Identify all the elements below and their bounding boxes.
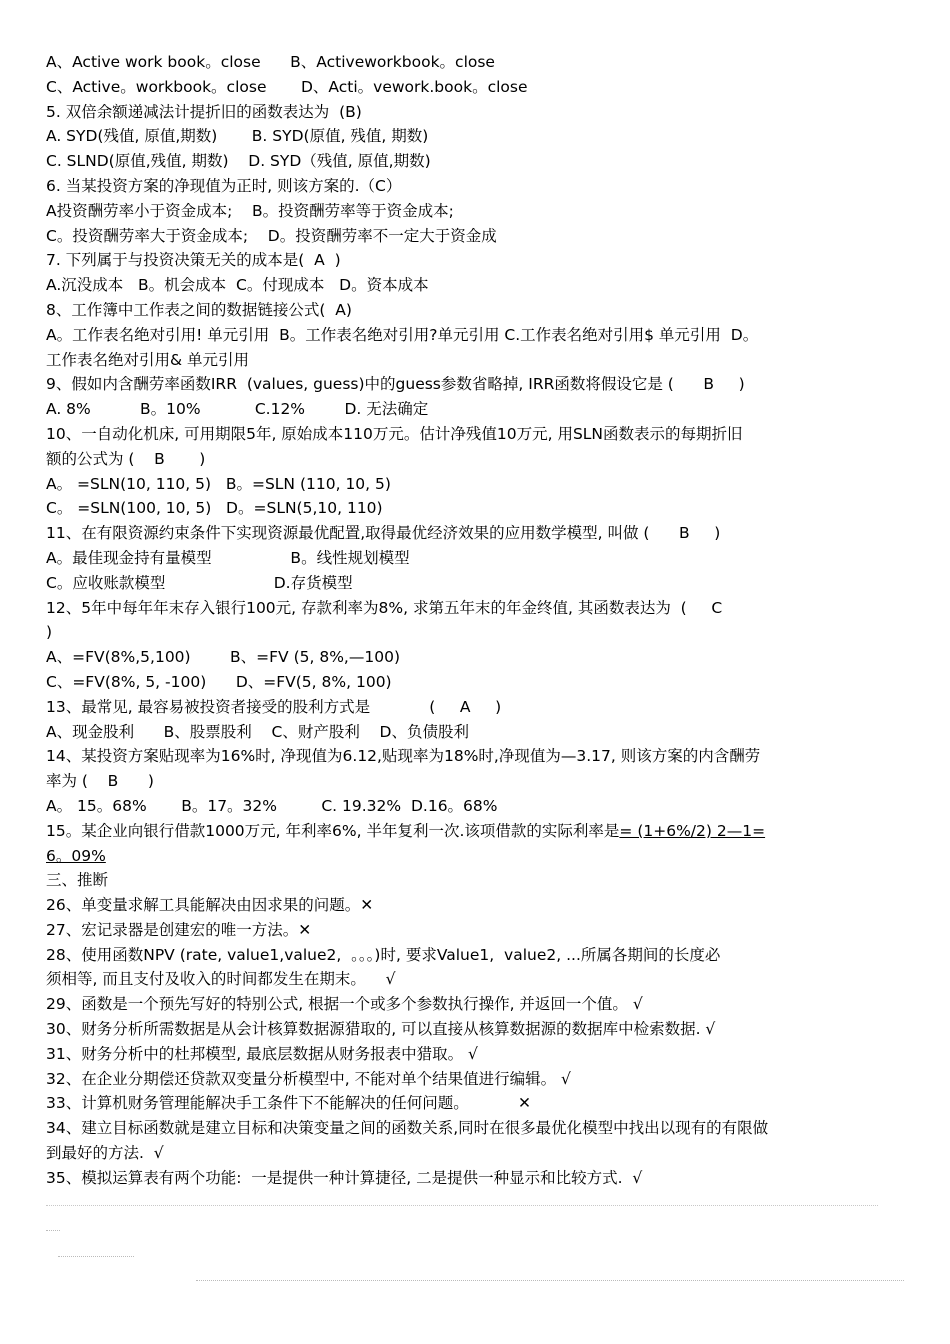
text-line: 12、5年中每年年末存入银行100元, 存款利率为8%, 求第五年末的年金终值, 其函数表达为 ( C [46, 598, 723, 617]
text-line: A.沉没成本 B。机会成本 C。付现成本 D。资本成本 [46, 276, 429, 295]
text-line: C。应收账款模型 D.存货模型 [46, 573, 353, 592]
text-line: 34、建立目标函数就是建立目标和决策变量之间的函数关系,同时在很多最优化模型中找出以现有的有限做 [46, 1119, 769, 1138]
text-line: 5. 双倍余额递减法计提折旧的函数表达为 (B) [46, 102, 362, 121]
text-line: A。工作表名绝对引用! 单元引用 B。工作表名绝对引用?单元引用 C.工作表名绝对引用$ 单元引用 D。 [46, 325, 759, 344]
text-line: 29、函数是一个预先写好的特别公式, 根据一个或多个参数执行操作, 并返回一个值。 √ [46, 995, 643, 1014]
text-line: A. SYD(残值, 原值,期数) B. SYD(原值, 残值, 期数) [46, 127, 429, 146]
text-line: 到最好的方法. √ [46, 1144, 164, 1163]
text-line: A。 15。68% B。17。32% C. 19.32% D.16。68% [46, 796, 498, 815]
question-15-line [46, 819, 908, 844]
text-line: C、=FV(8%, 5, -100) D、=FV(5, 8%, 100) [46, 672, 392, 691]
text-line: 14、某投资方案贴现率为16%时, 净现值为6.12,贴现率为18%时,净现值为—3.17, 则该方案的内含酬劳 [46, 747, 761, 766]
text-line: 32、在企业分期偿还贷款双变量分析模型中, 不能对单个结果值进行编辑。 √ [46, 1069, 571, 1088]
document-page [46, 50, 908, 1191]
text-line: A. 8% B。10% C.12% D. 无法确定 [46, 400, 429, 419]
text-line: 11、在有限资源约束条件下实现资源最优配置,取得最优经济效果的应用数学模型, 叫做 ( B ) [46, 524, 721, 543]
text-line: 8、工作簿中工作表之间的数据链接公式( A) [46, 300, 352, 319]
footer-long-rule [196, 1280, 904, 1281]
text-line: 28、使用函数NPV (rate, value1,value2, 。。。)时, 要求Value1, value2, ...所属各期间的长度必 [46, 945, 721, 964]
text-line: 35、模拟运算表有两个功能: 一是提供一种计算捷径, 二是提供一种显示和比较方式. √ [46, 1168, 643, 1187]
text-line: C. SLND(原值,残值, 期数) D. SYD（残值, 原值,期数) [46, 152, 431, 171]
question-15-answer: = (1+6%/2) 2—1= [619, 821, 766, 840]
text-line: C、Active。workbook。close D、Acti。vework.book。close [46, 77, 528, 96]
text-line: 须相等, 而且支付及收入的时间都发生在期末。 √ [46, 970, 396, 989]
footer-short-rule [58, 1256, 134, 1257]
text-line: A、Active work book。close B、Activeworkbook。close [46, 53, 495, 71]
text-line: 工作表名绝对引用& 单元引用 [46, 350, 250, 369]
text-line: 7. 下列属于与投资决策无关的成本是( A ) [46, 251, 341, 270]
text-line: C。投资酬劳率大于资金成本; D。投资酬劳率不一定大于资金成 [46, 226, 497, 245]
text-line: 33、计算机财务管理能解决手工条件下不能解决的任何问题。 ✕ [46, 1094, 531, 1113]
text-line: A。最佳现金持有量模型 B。线性规划模型 [46, 548, 410, 567]
text-line: C。 =SLN(100, 10, 5) D。=SLN(5,10, 110) [46, 499, 383, 518]
text-line: 6. 当某投资方案的净现值为正时, 则该方案的.（C） [46, 176, 402, 195]
text-line: A、现金股利 B、股票股利 C、财产股利 D、负债股利 [46, 722, 469, 741]
text-line: 31、财务分析中的杜邦模型, 最底层数据从财务报表中猎取。 √ [46, 1044, 478, 1063]
text-line: A投资酬劳率小于资金成本; B。投资酬劳率等于资金成本; [46, 201, 454, 220]
question-15-answer-line [46, 844, 908, 869]
text-line: 13、最常见, 最容易被投资者接受的股利方式是 ( A ) [46, 697, 502, 716]
text-line: A、=FV(8%,5,100) B、=FV (5, 8%,—100) [46, 648, 400, 667]
question-15-text: 15。某企业向银行借款1000万元, 年利率6%, 半年复利一次.该项借款的实际利率是 [46, 821, 620, 840]
text-line: ) [46, 623, 53, 642]
text-line: 26、单变量求解工具能解决由因求果的问题。✕ [46, 896, 374, 915]
footer-divider [46, 1205, 878, 1206]
text-line: 10、一自动化机床, 可用期限5年, 原始成本110万元。估计净残值10万元, 用SLN函数表示的每期折旧 [46, 424, 743, 443]
text-line: 额的公式为 ( B ) [46, 449, 206, 468]
section-heading: 三、推断 [46, 871, 109, 890]
text-line: 9、假如内含酬劳率函数IRR (values, guess)中的guess参数省略掉, IRR函数将假设它是 ( B ) [46, 375, 745, 394]
text-line: 率为 ( B ) [46, 772, 154, 791]
question-15-answer-cont: 6。09% [46, 846, 106, 865]
text-line: A。 =SLN(10, 110, 5) B。=SLN (110, 10, 5) [46, 474, 391, 493]
text-line: 27、宏记录器是创建宏的唯一方法。✕ [46, 920, 312, 939]
footer-mark [46, 1230, 60, 1231]
text-line: 30、财务分析所需数据是从会计核算数据源猎取的, 可以直接从核算数据源的数据库中检索数据. √ [46, 1020, 716, 1039]
